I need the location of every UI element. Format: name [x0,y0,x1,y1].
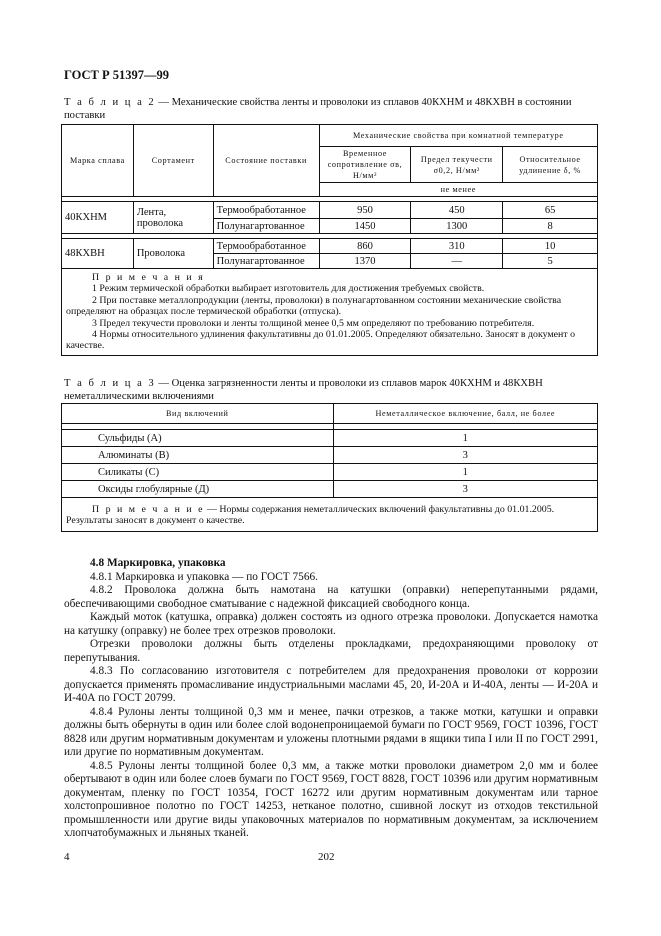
table2-cell-elong: 8 [503,219,598,234]
table-row [62,430,598,447]
table-row [62,239,598,254]
section-heading: 4.8 Маркировка, упаковка [90,557,226,569]
table2-cell-elong: 65 [503,202,598,219]
page-number-left: 4 [64,851,70,863]
section-paragraph: 4.8.5 Рулоны ленты толщиной более 0,3 мм, а также мотки проволоки диаметром 2,0 мм и более обертывают в один или более слоев бумаги по ГОСТ 9569, ГОСТ 8828, ГОСТ 10396 или другим нормативным документам, пленку по ГОСТ 10354, ГОСТ 16272 или другим нормативным документам или тарное холстопрошивное полотно по ГОСТ 14253, нетканое полотно, сшивной лоскут из отходов текстильной промышленности или другие виды упаковочных материалов по нормативным документам, за исключением хлопчатобумажных и льняных тканей. [64,759,598,839]
table2-note-2: 2 При поставке металлопродукции (ленты, проволоки) в полунагартованном состоянии механические свойства определяют на образцах после термической обработки (отпуска). [66,294,562,318]
table2-cell-state: Полунагартованное [213,254,319,269]
table2-head-grade: Марка сплава [62,125,134,197]
table2-cell-grade: 48КХВН [62,239,134,269]
table2-head-elong: Относительное удлинение δ, % [503,147,598,183]
table3-caption-text: — Оценка загрязненности ленты и проволоки из сплавов марок 40КХНМ и 48КХВН неметаллическими включениями [64,378,543,402]
table2-cell-elong: 10 [503,239,598,254]
table3-note-label: П р и м е ч а н и е [92,504,205,515]
table-row [62,447,598,464]
table3-cell-type: Алюминаты (В) [62,447,334,464]
table2-head-state: Состояние поставки [213,125,319,197]
table2-caption-label: Т а б л и ц а 2 [64,97,156,108]
table2-cell-yield: 1300 [411,219,503,234]
table2-cell-elong: 5 [503,254,598,269]
section-paragraph: 4.8.2 Проволока должна быть намотана на катушки (оправки) неперепутанными рядами, обеспечивающими свободное сматывание с надежной фиксацией свободного конца. [64,584,598,610]
table3-cell-type: Сульфиды (А) [62,430,334,447]
table2-note-3: 3 Предел текучести проволоки и ленты толщиной менее 0,5 мм определяют по требованию потребителя. [92,317,535,329]
table2-cell-range: Лента, проволока [133,202,213,234]
table2 [61,124,598,356]
table3-head-score: Неметаллическое включение, балл, не более [333,404,597,424]
table3-caption [64,378,600,403]
table3-cell-type: Оксиды глобулярные (Д) [62,481,334,498]
table2-head-not-less: не менее [319,183,597,197]
table-row [62,481,598,498]
table2-head-yield: Предел текучести σ0,2, Н/мм² [411,147,503,183]
table-row [62,202,598,219]
page-number-center: 202 [318,851,335,863]
table2-caption [64,97,600,122]
table3-cell-type: Силикаты (С) [62,464,334,481]
table3-head-type: Вид включений [62,404,334,424]
document-header: ГОСТ Р 51397—99 [64,68,170,82]
section-paragraph: Каждый моток (катушка, оправка) должен состоять из одного отрезка проволоки. Допускается намотка на катушку (оправку) не более трех отрезков проволоки. [64,611,598,637]
section-paragraph: 4.8.1 Маркировка и упаковка — по ГОСТ 7566. [90,570,318,583]
table2-head-mech: Механические свойства при комнатной температуре [319,125,597,147]
table-row [62,464,598,481]
table2-notes [62,269,598,356]
table2-cell-yield: 450 [411,202,503,219]
table2-head-strength: Временное сопротивление σв, Н/мм² [319,147,411,183]
table2-note-4: 4 Нормы относительного удлинения факультативны до 01.01.2005. Определяют обязательно. Заносят в документ о качестве. [66,329,576,352]
table3-cell-score: 3 [333,481,597,498]
table3-caption-label: Т а б л и ц а 3 [64,378,156,389]
table2-cell-range: Проволока [133,239,213,269]
table2-cell-grade: 40КХНМ [62,202,134,234]
table2-notes-heading: П р и м е ч а н и я [92,272,205,283]
section-paragraph: Отрезки проволоки должны быть отделены прокладками, предохраняющими проволоку от перепутывания. [64,638,598,664]
table2-cell-strength: 950 [319,202,411,219]
table2-cell-strength: 1450 [319,219,411,234]
table3-cell-score: 1 [333,464,597,481]
table2-caption-text: — Механические свойства ленты и проволоки из сплавов 40КХНМ и 48КХВН в состоянии поставки [64,97,572,121]
table2-cell-state: Термообработанное [213,239,319,254]
table2-cell-strength: 860 [319,239,411,254]
table2-cell-state: Полунагартованное [213,219,319,234]
table3-cell-score: 3 [333,447,597,464]
table2-cell-yield: — [411,254,503,269]
section-paragraph: 4.8.3 По согласованию изготовителя с потребителем для предохранения проволоки от коррозии допускается применять промасливание индустриальными маслами 45, 20, И-20А и И-40А, ленты — И-20А и И-40А по ГОСТ 20799. [64,665,598,704]
table2-cell-state: Термообработанное [213,202,319,219]
table2-note-1: 1 Режим термической обработки выбирает изготовитель для достижения требуемых свойств. [92,283,485,295]
table3 [61,403,598,532]
section-4-8 [64,557,598,841]
table3-note-text: — Нормы содержания неметаллических включений факультативны до 01.01.2005. Результаты заносят в документ о качестве. [66,504,555,527]
table3-note [62,498,598,532]
table3-cell-score: 1 [333,430,597,447]
table2-head-range: Сортамент [133,125,213,197]
table2-cell-yield: 310 [411,239,503,254]
section-paragraph: 4.8.4 Рулоны ленты толщиной 0,3 мм и менее, пачки отрезков, а также мотки, катушки и оправки должны быть обернуты в один или более слой водонепроницаемой бумаги по ГОСТ 9569, ГОСТ 10396, ГОСТ 8828 или другим нормативным документам и уложены плотными рядами в ящики типа I или II по ГОСТ 2991, или другие по нормативным документам. [64,705,598,758]
table2-cell-strength: 1370 [319,254,411,269]
